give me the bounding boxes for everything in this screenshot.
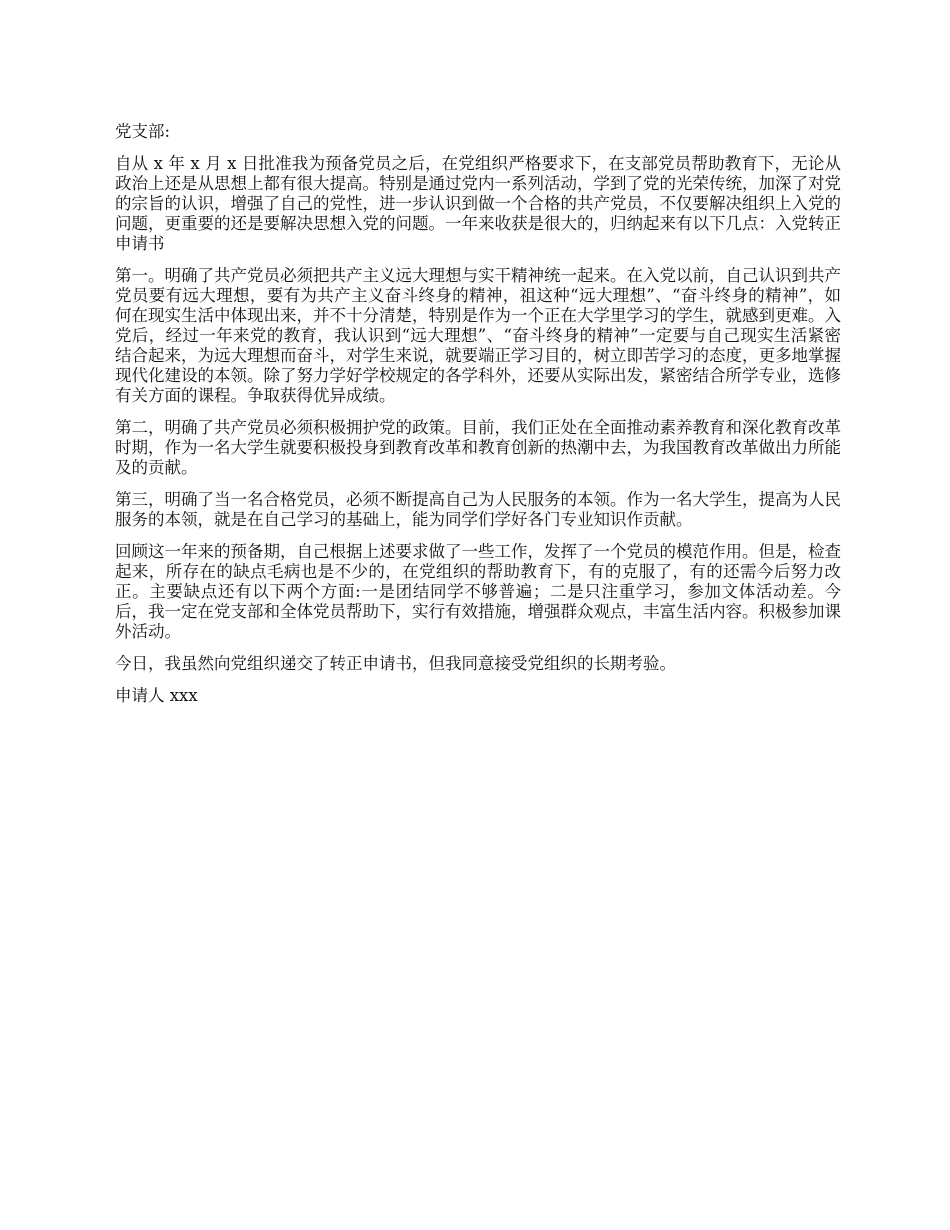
paragraph-closing: 今日，我虽然向党组织递交了转正申请书，但我同意接受党组织的长期考验。 [115,654,676,673]
salutation: 党支部: [115,122,171,141]
paragraph-intro: 自从 x 年 x 月 x 日批准我为预备党员之后，在党组织严格要求下，在支部党员帮助教育下，无论从政治上还是从思想上都有很大提高。特别是通过党内一系列活动，学到了党的光荣传统，加深了对党的宗旨的认识，增强了自己的党性，进一步认识到做一个合格的共产党员，不仅要解决组织上入党的问题，更重要的还是要解决思想入党的问题。一年来收获是很大的，归纳起来有以下几点：入党转正申请书 [115,154,841,253]
signature: 申请人 xxx [115,686,198,705]
document-body [115,122,841,718]
paragraph-second-point: 第二，明确了共产党员必须积极拥护党的政策。目前，我们正处在全面推动素养教育和深化教育改革时期，作为一名大学生就要积极投身到教育改革和教育创新的热潮中去，为我国教育改革做出力所能及的贡献。 [115,418,841,477]
paragraph-first-point: 第一。明确了共产党员必须把共产主义远大理想与实干精神统一起来。在入党以前，自己认识到共产党员要有远大理想，要有为共产主义奋斗终身的精神，祖这种“远大理想”、“奋斗终身的精神”，如何在现实生活中体现出来，并不十分清楚，特别是作为一个正在大学里学习的学生，就感到更难。入党后，经过一年来党的教育，我认识到“远大理想”、“奋斗终身的精神”一定要与自己现实生活紧密结合起来，为远大理想而奋斗，对学生来说，就要端正学习目的，树立即苦学习的态度，更多地掌握现代化建设的本领。除了努力学好学校规定的各学科外，还要从实际出发，紧密结合所学专业，选修有关方面的课程。争取获得优异成绩。 [115,266,841,405]
paragraph-review: 回顾这一年来的预备期，自己根据上述要求做了一些工作，发挥了一个党员的模范作用。但是，检查起来，所存在的缺点毛病也是不少的，在党组织的帮助教育下，有的克服了，有的还需今后努力改正。主要缺点还有以下两个方面:一是团结同学不够普遍；二是只注重学习，参加文体活动差。今后，我一定在党支部和全体党员帮助下，实行有效措施，增强群众观点，丰富生活内容。积极参加课外活动。 [115,542,841,641]
paragraph-third-point: 第三，明确了当一名合格党员，必须不断提高自己为人民服务的本领。作为一名大学生，提高为人民服务的本领，就是在自己学习的基础上，能为同学们学好各门专业知识作贡献。 [115,490,841,529]
